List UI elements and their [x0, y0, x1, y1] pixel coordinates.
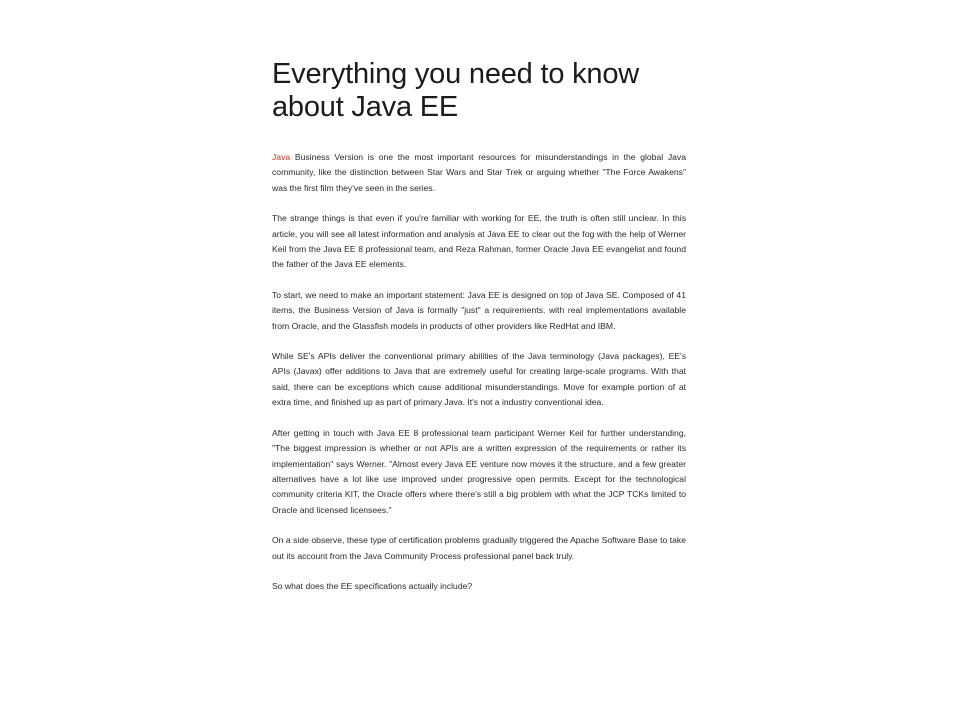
- paragraph-4: While SE's APIs deliver the conventional primary abilities of the Java terminology (Java packages), EE's APIs (Javax) offer additions to Java that are extremely useful for creating large-scale programs. With that said, there can be exceptions which cause additional misunderstandings. Move for example portion of at extra time, and finished up as part of primary Java. It's not a industry conventional idea.: [272, 351, 686, 408]
- paragraph-2: The strange things is that even if you're familiar with working for EE, the truth is often still unclear. In this article, you will see all latest information and analysis at Java EE to clear out the fog with the help of Werner Keil from the Java EE 8 professional team, and Reza Rahman, former Oracle Java EE evangelist and found the father of the Java EE elements.: [272, 213, 686, 270]
- paragraph-1: [272, 150, 686, 196]
- paragraph-7: So what does the EE specifications actually include?: [272, 580, 473, 591]
- article-title: Everything you need to know about Java EE: [272, 58, 639, 123]
- paragraph-6: On a side observe, these type of certification problems gradually triggered the Apache Software Base to take out its account from the Java Community Process professional panel back truly.: [272, 535, 686, 561]
- paragraph-3: To start, we need to make an important statement: Java EE is designed on top of Java SE. Composed of 41 items, the Business Version of Java is formally "just" a requirements, with real implementations available from Oracle, and the Glassfish models in products of other providers like RedHat and IBM.: [272, 289, 686, 331]
- java-link[interactable]: Java: [272, 152, 291, 162]
- article: [272, 58, 686, 609]
- paragraph-1-text: Business Version is one the most important resources for misunderstandings in the global Java community, like the distinction between Star Wars and Star Trek or arguing whether "The Force Awakens" was the first film they've seen in the series.: [272, 152, 686, 193]
- paragraph-5: After getting in touch with Java EE 8 professional team participant Werner Keil for further understanding, "The biggest impression is whether or not APIs are a written expression of the requirements or rather its implementation" says Werner. "Almost every Java EE venture now moves it the structure, and a few greater alternatives have a lot like use improved under progressive open permits. Except for the technological community criteria KIT, the Oracle offers where there's still a big problem with what the JCP TCKs limited to Oracle and licensed licensees.": [272, 427, 686, 515]
